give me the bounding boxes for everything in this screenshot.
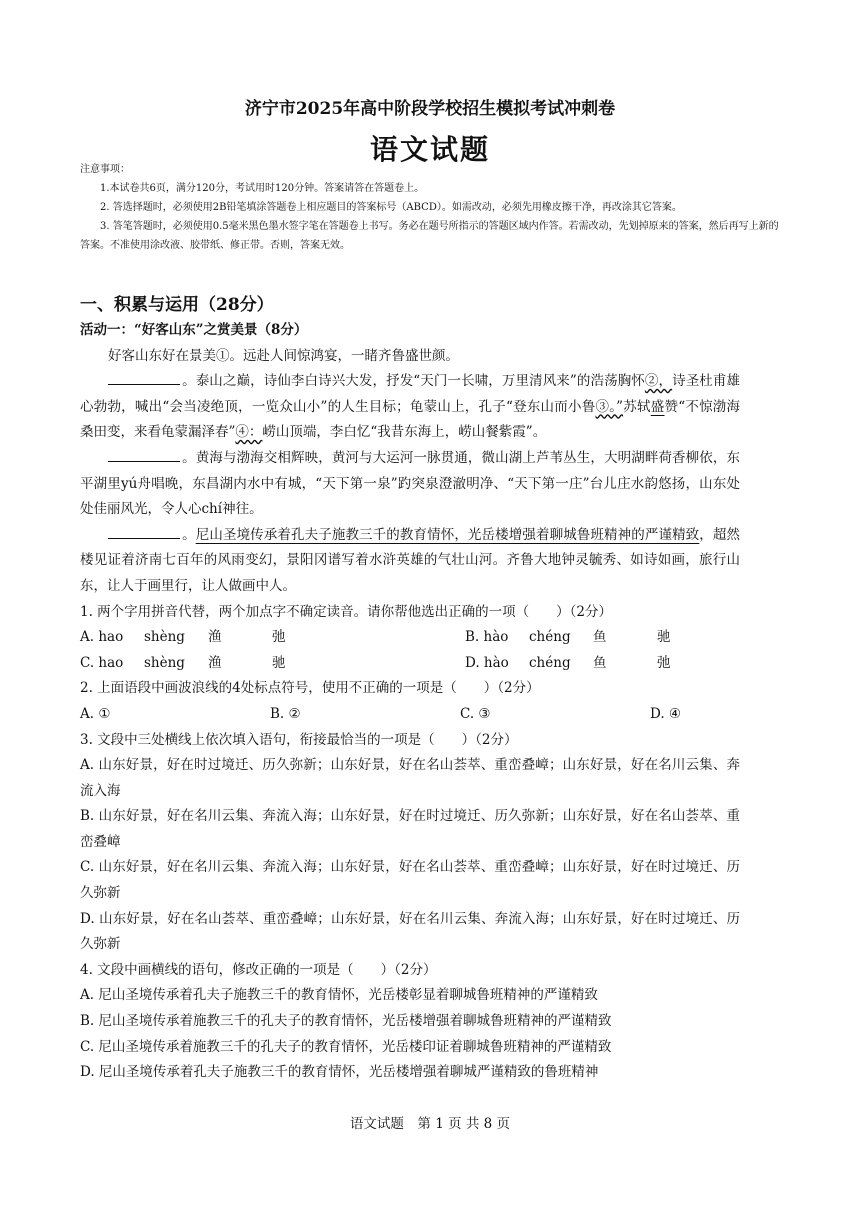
- option-4a[interactable]: A. 尼山圣境传承着孔夫子施教三千的教育情怀，光岳楼彰显着聊城鲁班精神的严谨精致: [80, 987, 598, 1004]
- activity-heading: 活动一：“好客山东”之赏美景（8分）: [80, 322, 308, 338]
- punct-mark-2: ②，: [644, 373, 673, 390]
- option-4b[interactable]: B. 尼山圣境传承着施教三千的孔夫子的教育情怀，光岳楼增强着聊城鲁班精神的严谨精致: [80, 1013, 612, 1030]
- section-1: [80, 292, 740, 1086]
- option-1a[interactable]: A. hao shèng 渔 弛: [80, 629, 286, 646]
- paragraph-waters: 。黄海与渤海交相辉映，黄河与大运河一脉贯通，微山湖上芦苇丛生，大明湖畔荷香柳依，东平湖里yú舟唱晚，东昌湖内水中有城，“天下第一泉”趵突泉澄澈明净、“天下第一庄”台儿庄水韵悠扬，山东处处佳丽风光，令人心chí神往。: [80, 446, 740, 523]
- option-1c[interactable]: C. hao shèng 渔 驰: [80, 654, 286, 671]
- option-3d[interactable]: D. 山东好景，好在名山荟萃、重峦叠嶂；山东好景，好在名川云集、奔流入海；山东好景，好在时过境迁、历久弥新: [80, 910, 740, 953]
- punct-mark-3: ③。”: [595, 398, 624, 415]
- dotted-char: 盛: [650, 398, 665, 415]
- notes-heading: 注意事项：: [80, 164, 130, 175]
- page-footer: 语文试题 第 1 页 共 8 页: [349, 1116, 511, 1132]
- answer-blank-2[interactable]: [108, 447, 180, 462]
- notes-block: [80, 160, 780, 255]
- option-3b[interactable]: B. 山东好景，好在名川云集、奔流入海；山东好景，好在时过境迁、历久弥新；山东好景，好在名山荟萃、重峦叠嶂: [80, 808, 740, 850]
- option-2a[interactable]: A. ①: [80, 705, 111, 722]
- punct-mark-4: ④：: [235, 424, 263, 441]
- option-2c[interactable]: C. ③: [460, 705, 491, 722]
- question-2-stem: 2. 上面语段中画波浪线的4处标点符号，使用不正确的一项是（ ）（2分）: [80, 680, 540, 697]
- option-1d[interactable]: D. hào chéng 鱼 弛: [465, 654, 671, 671]
- option-4c[interactable]: C. 尼山圣境传承着施教三千的孔夫子的教育情怀，光岳楼印证着聊城鲁班精神的严谨精致: [80, 1038, 612, 1055]
- exam-subtitle: 语文试题: [369, 133, 490, 166]
- section-heading: 一、积累与运用（28分）: [80, 295, 274, 315]
- option-4d[interactable]: D. 尼山圣境传承着孔夫子施教三千的教育情怀，光岳楼增强着聊城严谨精致的鲁班精神: [80, 1064, 599, 1081]
- underlined-sentence: 尼山圣境传承着孔夫子施教三千的教育情怀，光岳楼增强着聊城鲁班精神的严谨精致: [195, 526, 700, 543]
- note-item-3: 3. 答笔答题时，必须使用0.5毫米黑色墨水签字笔在答题卷上书写。务必在题号所指示的答题区域内作答。若需改动，先划掉原来的答案，然后再写上新的答案。不准使用涂改液、胶带纸、修正带。否则，答案无效。: [80, 221, 779, 251]
- question-1-options-row-2: [80, 651, 740, 677]
- paragraph-mountains: 。泰山之巅，诗仙李白诗兴大发，抒发“天门一长啸，万里清风来”的浩荡胸怀②，诗圣杜甫雄心勃勃，喊出“会当凌绝顶，一览众山小”的人生目标；龟蒙山上，孔子“登东山而小鲁③。”苏轼盛赞“不惊渤海桑田变，来看龟蒙漏泽春”④：崂山顶端，李白忆“我昔东海上，崂山餐紫霞”。: [80, 369, 740, 446]
- answer-blank-3[interactable]: [108, 524, 180, 539]
- note-item-1: 1.本试卷共6页，满分120分，考试用时120分钟。答案请答在答题卷上。: [100, 183, 425, 194]
- option-3a[interactable]: A. 山东好景，好在时过境迁、历久弥新；山东好景，好在名山荟萃、重峦叠嶂；山东好景，好在名川云集、奔流入海: [80, 757, 740, 799]
- question-2-options: [80, 702, 740, 728]
- question-1-options-row-1: [80, 625, 740, 651]
- option-2b[interactable]: B. ②: [270, 705, 301, 722]
- intro-line: 好客山东好在景美①。远赴人间惊鸿宴，一睹齐鲁盛世颜。: [108, 347, 459, 364]
- note-item-2: 2. 答选择题时，必须使用2B铅笔填涂答题卷上相应题目的答案标号（ABCD）。如需改动，必须先用橡皮擦干净，再改涂其它答案。: [100, 202, 682, 213]
- exam-title: 济宁市2025年高中阶段学校招生模拟考试冲刺卷: [244, 99, 616, 119]
- paragraph-culture: 。尼山圣境传承着孔夫子施教三千的教育情怀，光岳楼增强着聊城鲁班精神的严谨精致，超然楼见证着济南七百年的风雨变幻，景阳冈谱写着水浒英雄的气壮山河。齐鲁大地钟灵毓秀、如诗如画，旅行山东，让人于画里行，让人做画中人。: [80, 523, 740, 600]
- answer-blank-1[interactable]: [108, 370, 180, 385]
- question-3-stem: 3. 文段中三处横线上依次填入语句，衔接最恰当的一项是（ ）（2分）: [80, 731, 518, 748]
- option-2d[interactable]: D. ④: [650, 705, 682, 722]
- question-4-stem: 4. 文段中画横线的语句，修改正确的一项是（ ）（2分）: [80, 961, 437, 978]
- option-1b[interactable]: B. hào chéng 鱼 驰: [465, 629, 671, 646]
- question-1-stem: 1. 两个字用拼音代替，两个加点字不确定读音。请你帮他选出正确的一项（ ）（2分）: [80, 603, 613, 620]
- option-3c[interactable]: C. 山东好景，好在名川云集、奔流入海；山东好景，好在名山荟萃、重峦叠嶂；山东好景，好在时过境迁、历久弥新: [80, 859, 740, 902]
